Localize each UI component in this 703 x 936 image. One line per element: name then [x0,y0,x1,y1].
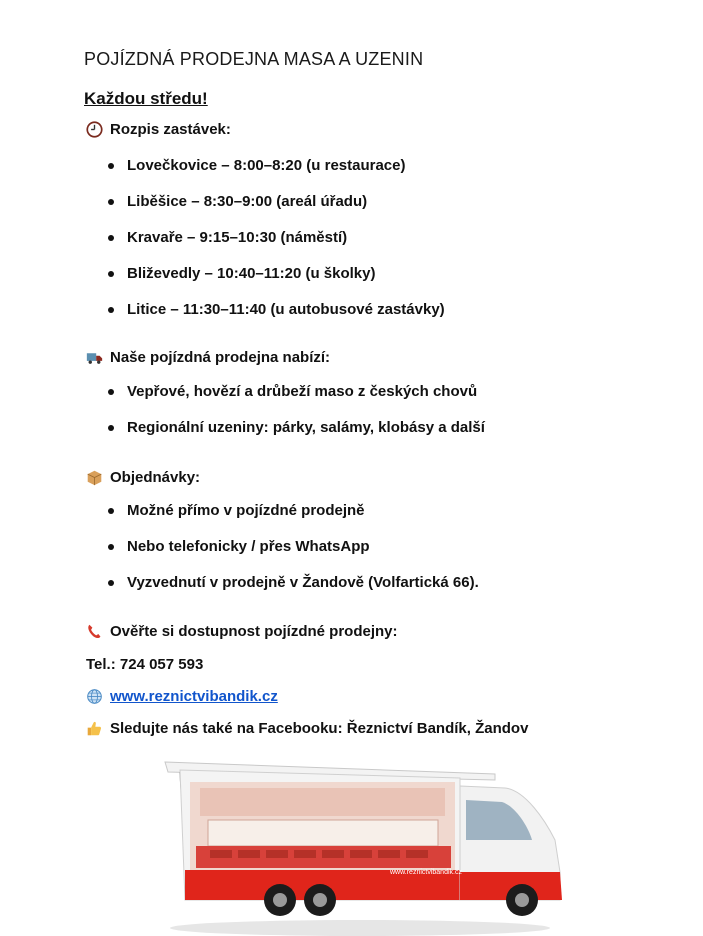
package-icon [86,469,103,486]
offer-heading-text: Naše pojízdná prodejna nabízí: [110,349,331,366]
orders-heading-text: Objednávky: [110,469,201,486]
phone-line [86,656,203,673]
list-item: Liběšice – 8:30–9:00 (areál úřadu) [106,193,445,229]
list-item: Bliževedly – 10:40–11:20 (u školky) [106,265,445,301]
facebook-text: Sledujte nás také na Facebooku: Řeznictví Bandík, Žandov [110,720,529,737]
orders-heading [86,469,200,486]
offer-heading [86,349,330,366]
list-item: Kravaře – 9:15–10:30 (náměstí) [106,229,445,265]
truck-icon [86,349,103,366]
list-item: Vepřové, hovězí a drůbeží maso z českých chovů [106,383,485,419]
subtitle: Každou středu! [84,89,208,108]
offer-list [106,383,485,455]
orders-list [106,502,479,610]
contact-heading [86,623,398,640]
list-item: Nebo telefonicky / přes WhatsApp [106,538,479,574]
phone-icon [86,623,103,640]
clock-icon [86,121,103,138]
website-link[interactable]: www.reznictvibandik.cz [110,688,278,705]
list-item: Možné přímo v pojízdné prodejně [106,502,479,538]
website-line [86,688,278,705]
list-item: Vyzvednutí v prodejně v Žandově (Volfartická 66). [106,574,479,610]
list-item: Litice – 11:30–11:40 (u autobusové zastávky) [106,301,445,337]
schedule-heading-text: Rozpis zastávek: [110,121,231,138]
contact-heading-text: Ověřte si dostupnost pojízdné prodejny: [110,623,398,640]
truck-image [160,760,570,936]
schedule-list [106,157,445,337]
page-title: POJÍZDNÁ PRODEJNA MASA A UZENIN [84,49,424,69]
phone-number: Tel.: 724 057 593 [86,656,204,673]
truck-side-text: www.reznictvibandik.cz [390,869,462,876]
schedule-heading [86,121,231,138]
thumbs-up-icon [86,720,103,737]
list-item: Lovečkovice – 8:00–8:20 (u restaurace) [106,157,445,193]
list-item: Regionální uzeniny: párky, salámy, klobásy a další [106,419,485,455]
globe-icon [86,688,103,705]
facebook-line [86,720,528,737]
